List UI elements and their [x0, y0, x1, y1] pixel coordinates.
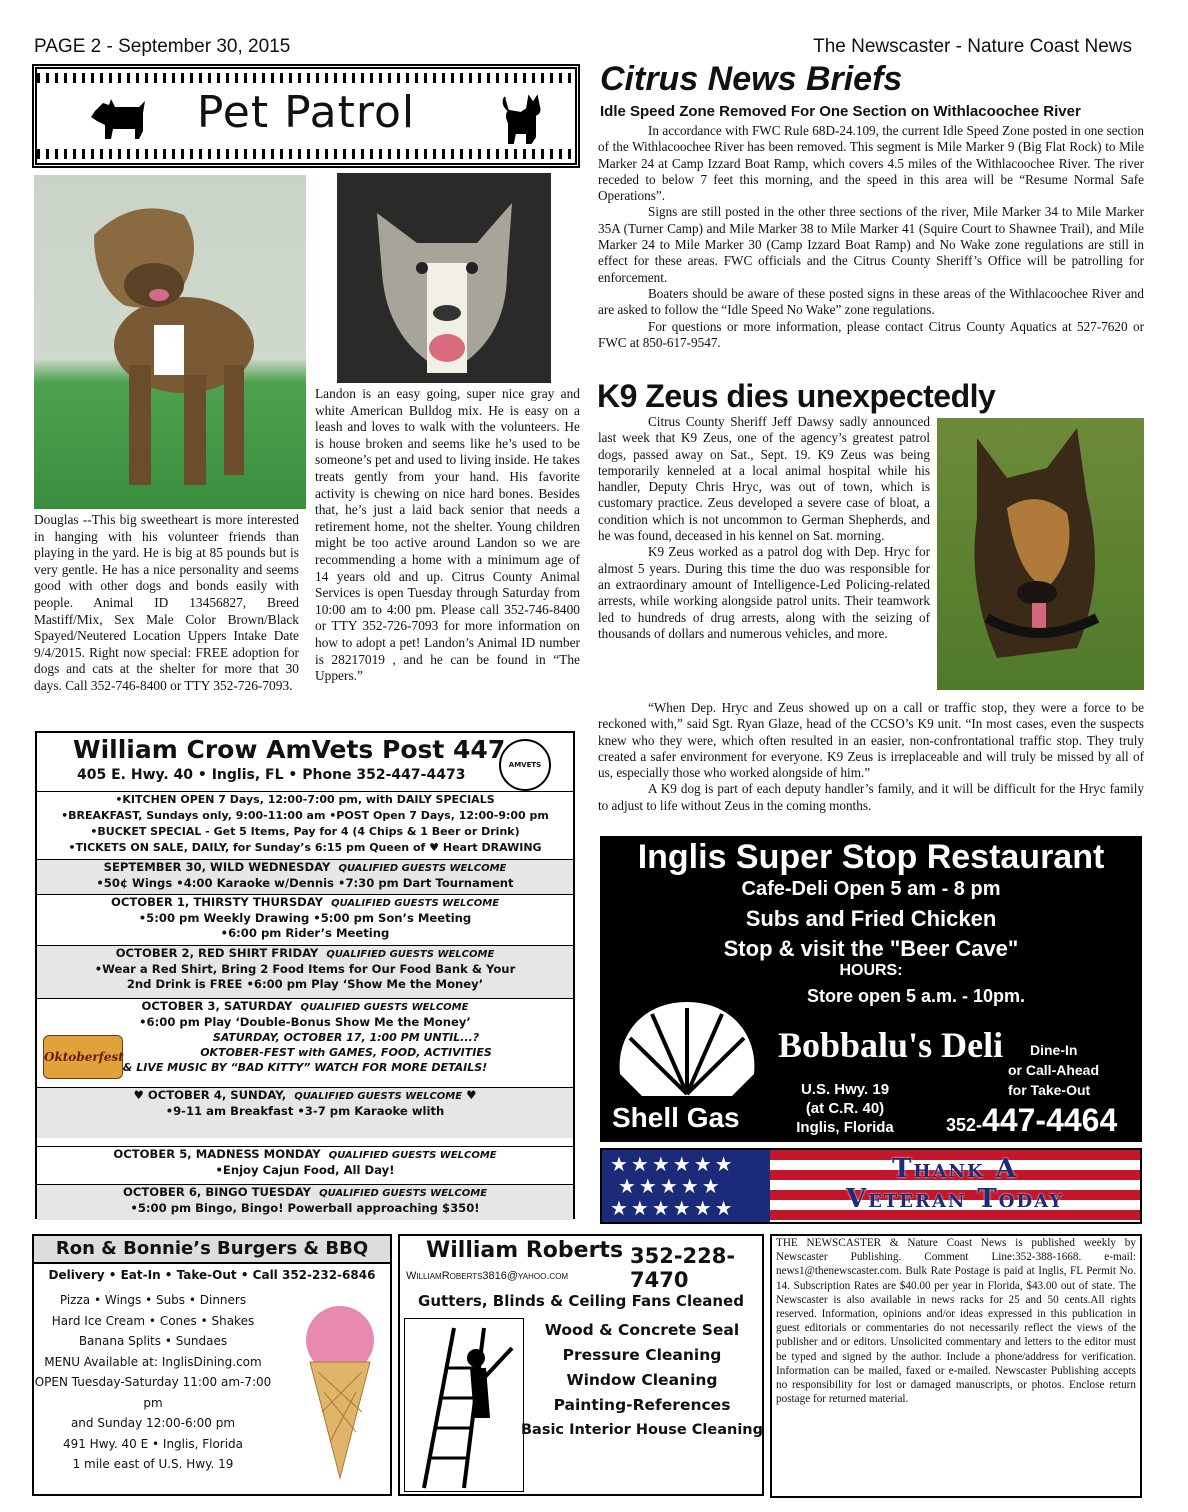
heart-icon: ♥: [133, 1088, 144, 1102]
event-oct6: OCTOBER 6, BINGO TUESDAY QUALIFIED GUESTS WELCOME •5:00 pm Bingo, Bingo! Powerball approaching $350!: [37, 1184, 573, 1220]
event-oct5: OCTOBER 5, MADNESS MONDAY QUALIFIED GUESTS WELCOME •Enjoy Cajun Food, All Day!: [37, 1146, 573, 1181]
ice-cream-cone-icon: [300, 1302, 380, 1482]
briefs-paragraph: Boaters should be aware of these posted signs in these areas of the Withlacoochee River and are asked to follow the “Idle Speed No Wake” zone regulations.: [598, 285, 1144, 318]
thank-a-veteran-banner: [600, 1148, 1142, 1224]
flag-text: Thank A Veteran Today: [846, 1154, 1064, 1214]
dine-line: for Take-Out: [1008, 1082, 1091, 1098]
dine-line: or Call-Ahead: [1008, 1062, 1100, 1078]
page-header-right: The Newscaster - Nature Coast News: [813, 36, 1132, 57]
william-service: Gutters, Blinds & Ceiling Fans Cleaned: [418, 1292, 744, 1310]
landon-photo: [337, 173, 551, 383]
chain-border-top: [37, 73, 575, 83]
douglas-caption: Douglas --This big sweetheart is more interested in hanging with his volunteer friends than playing in the yard. He is big at 85 pounds but is very gentle. He has a nice personality and seems good with other dogs and bonds easily with people. Animal ID 13456827, Breed Mastiff/Mix, Sex Male Color Brown/Black Spayed/Neutered Location Uppers Intake Date 9/4/2015. Right now special: FREE adoption for dogs and cats at the shelter for more that 30 days. Call 352-746-8400 or TTY 352-726-7093.: [34, 512, 299, 693]
ron-line: Delivery • Eat-In • Take-Out • Call 352-232-6846: [48, 1268, 376, 1282]
masthead-text: THE NEWSCASTER & Nature Coast News is published weekly by Newscaster Publishing. Comment Line:352-388-1668. e-mail: news1@thenewscaster.com. Bulk Rate Postage is paid at Inglis, FL Permit No. 14. Subscription Rates are $40.00 per year in Florida, $43.00 out of state. The Newscaster is also available in news racks for 25 and 50 cents.All rights reserved. Information, opinions and/or ideas expressed in this publication in guest editorials or commentaries do not necessarily reflect the views of the publisher and or editors. Unsolicited commentary and letters to the editor must be typed and signed by the author. Include a phone/address for verification. Information can be mailed, faxed or e-mailed. Newscaster Publishing accepts no responsibility for lost or damaged manuscripts, or photos. Enclose return postage for returned material.: [776, 1237, 1136, 1406]
amvets-title: William Crow AmVets Post 447: [73, 735, 506, 764]
masthead-info: [770, 1234, 1142, 1498]
inglis-hours: Store open 5 a.m. - 10pm.: [806, 986, 1026, 1006]
pet-patrol-header: [32, 64, 580, 168]
amvets-intro-line: •BREAKFAST, Sundays only, 9:00-11:00 am •POST Open 7 Days, 12:00-9:00 pm: [61, 809, 549, 822]
ron-menu: Pizza • Wings • Subs • Dinners Hard Ice Cream • Cones • Shakes Banana Splits • Sundaes MENU Available at: InglisDining.com OPEN Tuesday-Saturday 11:00 am-7:00 pm and Sunday 12:00-6:00 pm 491 Hwy. 40 E • Inglis, Florida 1 mile east of U.S. Hwy. 19: [34, 1293, 272, 1471]
william-email: WilliamRoberts3816@yahoo.com: [406, 1270, 569, 1282]
oktoberfest-logo: Oktoberfest: [43, 1035, 123, 1079]
k9-paragraph: Citrus County Sheriff Jeff Dawsy sadly announced last week that K9 Zeus, one of the agency’s greatest patrol dogs, passed away on Sat., Sept. 19. K9 Zeus was being temporarily kenneled at a local animal hospital while his handler, Deputy Chris Hryc, was out of town, which is customary practice. Zeus developed a severe case of bloat, a condition which is not uncommon to German Shepherds, and he was found, deceased in his kennel on Sat. morning.: [598, 414, 930, 544]
briefs-paragraph: Signs are still posted in the other three sections of the river, Mile Marker 34 to Mile Marker 35A (Turner Camp) and Mile Marker 38 to Mile Marker 41 (Squire Court to Shawnee Trail), and Mile Marker 24 to Mile Marker 30 (Camp Izzard Boat Ramp) and No Wake zone regulations are still in effect for these areas. FWC officials and the Citrus County Sheriff’s Office will be patrolling for enforcement.: [598, 204, 1144, 285]
ron-title: Ron & Bonnie’s Burgers & BBQ: [34, 1236, 390, 1264]
k9-paragraph: K9 Zeus worked as a patrol dog with Dep. Hryc for almost 5 years. During this time the duo was responsible for an extraordinary amount of Intelligence-Led Policing-related arrests, while working alongside patrol units. Their teamwork led to hundreds of drug arrests, along with the seizing of thousands of dollars and numerous vehicles, and more.: [598, 544, 930, 641]
ron-bonnie-ad: [32, 1234, 392, 1496]
amvets-address: 405 E. Hwy. 40 • Inglis, FL • Phone 352-447-4473: [77, 767, 466, 783]
douglas-photo: [34, 175, 306, 509]
event-oct4: ♥ OCTOBER 4, SUNDAY, QUALIFIED GUESTS WELCOME ♥ •9-11 am Breakfast •3-7 pm Karaoke wlith: [37, 1087, 573, 1138]
event-oct1: OCTOBER 1, THIRSTY THURSDAY QUALIFIED GUESTS WELCOME •5:00 pm Weekly Drawing •5:00 pm Son’s Meeting •6:00 pm Rider’s Meeting: [37, 894, 573, 945]
inglis-title: Inglis Super Stop Restaurant: [637, 838, 1105, 876]
dine-line: Dine-In: [1030, 1042, 1078, 1058]
inglis-line: Cafe-Deli Open 5 am - 8 pm: [741, 878, 1001, 900]
bobbalus-deli: Bobbalu's Deli: [778, 1025, 1004, 1065]
event-sep30: SEPTEMBER 30, WILD WEDNESDAY QUALIFIED GUESTS WELCOME •50¢ Wings •4:00 Karaoke w/Dennis •7:30 pm Dart Tournament: [37, 859, 573, 894]
page-header-left: PAGE 2 - September 30, 2015: [34, 36, 291, 57]
event-oct3: OCTOBER 3, SATURDAY QUALIFIED GUESTS WELCOME •6:00 pm Play ‘Double-Bonus Show Me the Money’ Oktoberfest SATURDAY, OCTOBER 17, 1:00 PM UNTIL...? OKTOBER-FEST with GAMES, FOOD, ACTIVITIES & LIVE MUSIC BY “BAD KITTY” WATCH FOR MORE DETAILS!: [37, 998, 573, 1087]
amvets-intro-line: •BUCKET SPECIAL - Get 5 Items, Pay for 4 (4 Chips & 1 Beer or Drink): [90, 825, 520, 838]
shell-gas-label: Shell Gas: [612, 1102, 740, 1133]
inglis-hours-label: HOURS:: [839, 962, 903, 979]
landon-caption: Landon is an easy going, super nice gray and white American Bulldog mix. He is easy on a leash and loves to walk with the volunteers. He is house broken and seems like he’s used to be someone’s pet and used to living inside. He takes treats gently from your hand. His favorite activity is chewing on nice hard bones. Besides that, he’s just a laid back senior that needs a retirement home, not the shelter. Young children might be too active around Landon so we are recommending a home with a minimum age of 14 years old and up. Citrus County Animal Services is open Tuesday through Saturday from 10:00 am to 4:00 pm. Please call 352-746-8400 or TTY 352-726-7093 for more information on how to adopt a pet! Landon’s Animal ID number is 28217019 , and he can be found in “The Uppers.”: [315, 386, 580, 684]
william-roberts-ad: [398, 1234, 764, 1496]
k9-body-wide: [598, 700, 1144, 814]
flag-canton: [602, 1150, 770, 1222]
william-services-list: Wood & Concrete Seal Pressure Cleaning Window Cleaning Painting-References Basic Interior House Cleaning: [520, 1321, 763, 1438]
k9-body-narrow: [598, 414, 930, 642]
inglis-line: Stop & visit the "Beer Cave": [723, 936, 1019, 961]
inglis-address: U.S. Hwy. 19 (at C.R. 40) Inglis, Florida: [796, 1081, 894, 1136]
painter-ladder-icon: [404, 1318, 524, 1492]
amvets-intro-line: •TICKETS ON SALE, DAILY, for Sunday’s 6:15 pm Queen of ♥ Heart DRAWING: [68, 841, 542, 854]
k9-zeus-photo: [937, 418, 1144, 690]
amvets-intro: [37, 791, 573, 859]
event-oct2: OCTOBER 2, RED SHIRT FRIDAY QUALIFIED GUESTS WELCOME •Wear a Red Shirt, Bring 2 Food Items for Our Food Bank & Your 2nd Drink is FREE •6:00 pm Play ‘Show Me the Money’: [37, 945, 573, 998]
briefs-title: Citrus News Briefs: [600, 60, 903, 98]
briefs-body: [598, 123, 1144, 351]
k9-paragraph: A K9 dog is part of each deputy handler’s family, and it will be difficult for the Hryc family to adjust to life without Zeus in the coming months.: [598, 781, 1144, 813]
chain-border-bottom: [37, 149, 575, 159]
k9-title: K9 Zeus dies unexpectedly: [597, 378, 996, 414]
briefs-subhead: Idle Speed Zone Removed For One Section on Withlacoochee River: [600, 103, 1081, 120]
briefs-paragraph: In accordance with FWC Rule 68D-24.109, the current Idle Speed Zone posted in one section of the Withlacoochee River has been removed. This segment is Mile Marker 9 (Big Flat Rock) to Mile Marker 24 at Camp Izzard Boat Ramp, which covers 4.5 miles of the Withlacoochee River. The river receded to below 7 feet this morning, and the speed in this area will be “Resume Normal Safe Operations”.: [598, 123, 1144, 204]
inglis-super-stop-ad: [600, 836, 1142, 1142]
amvets-logo: [499, 739, 551, 791]
heart-icon: ♥: [466, 1088, 477, 1102]
shell-logo-icon: [612, 996, 762, 1106]
cat-icon: [499, 93, 545, 145]
william-phone: 352-228-7470: [630, 1244, 736, 1292]
amvets-ad: [35, 731, 575, 1219]
amvets-intro-line: •KITCHEN OPEN 7 Days, 12:00-7:00 pm, with DAILY SPECIALS: [115, 793, 495, 806]
flag-stars-icon: ★★★★★★ ★★★★★ ★★★★★★: [610, 1154, 736, 1220]
briefs-paragraph: For questions or more information, please contact Citrus County Aquatics at 527-7620 or FWC at 850-617-9547.: [598, 318, 1144, 350]
amvets-logo-text: AMVETS: [508, 761, 542, 769]
k9-paragraph: “When Dep. Hryc and Zeus showed up on a call or traffic stop, they were a force to be reckoned with,” said Sgt. Ryan Glaze, head of the CCSO’s K9 unit. “In most cases, even the suspects knew who they were, which often resulted in an easier, non-confrontational traffic stop. They truly created a safer environment for everyone. K9 Zeus is irreplaceable and will truly be missed by all of us, especially those who worked alongside of him.”: [598, 700, 1144, 781]
pet-patrol-title: Pet Patrol: [196, 87, 416, 138]
william-name: William Roberts: [426, 1238, 624, 1263]
heart-icon: ♥: [429, 841, 440, 854]
inglis-line: Subs and Fried Chicken: [745, 906, 997, 931]
inglis-phone: 352-447-4464: [946, 1102, 1118, 1138]
